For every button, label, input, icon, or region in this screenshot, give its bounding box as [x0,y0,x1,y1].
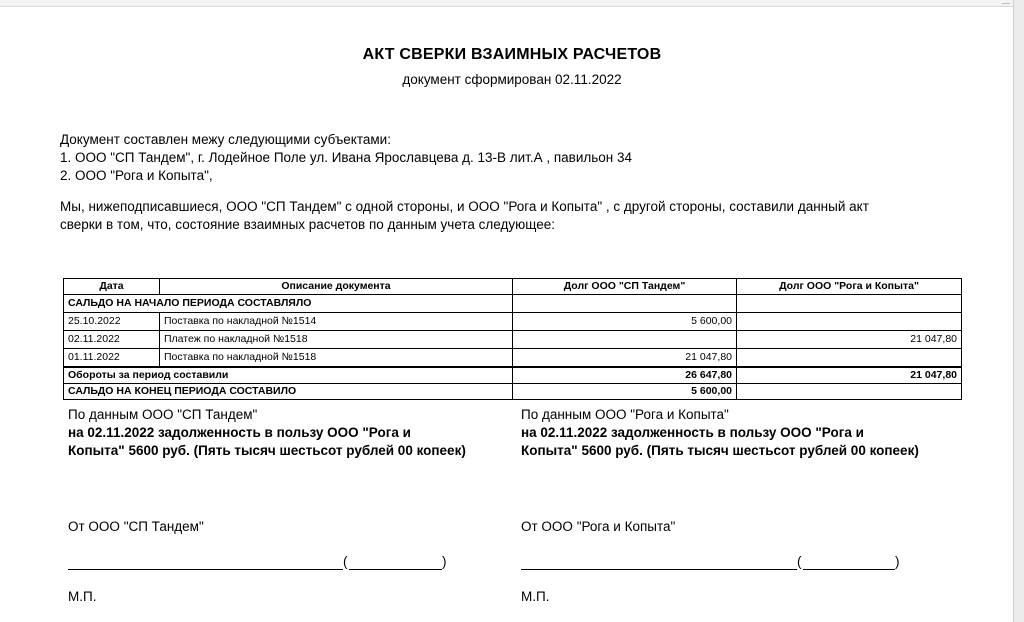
statement-line: Мы, нижеподписавшиеся, ООО "СП Тандем" с одной стороны, и ООО "Рога и Копыта" , с другой стороны, составили данный акт [60,199,869,214]
table-row [64,331,962,349]
turnover-row [64,367,962,384]
document-subtitle: документ сформирован 02.11.2022 [402,72,622,87]
left-paren-open: ( [343,554,348,569]
header-date: Дата [64,279,160,295]
row-date: 25.10.2022 [64,313,160,331]
left-paren-close: ) [442,554,447,569]
reconciliation-table [63,278,962,400]
left-signature-line [68,569,343,570]
party-2-line: 2. ООО "Рога и Копыта", [60,168,213,183]
row-debt-tandem: 5 600,00 [513,313,737,331]
left-debt-line: на 02.11.2022 задолженность в пользу ООО "Рога и [68,425,411,440]
row-description: Поставка по накладной №1518 [160,349,513,368]
intro-line: Документ составлен межу следующими субъектами: [60,132,391,147]
right-from-label: От ООО "Рога и Копыта" [521,519,676,534]
document-title: АКТ СВЕРКИ ВЗАИМНЫХ РАСЧЕТОВ [362,46,662,63]
left-from-label: От ООО "СП Тандем" [68,519,204,534]
corner-mark [1002,3,1010,4]
right-party-summary [521,406,961,460]
right-signature-line [521,569,797,570]
row-debt-roga [737,349,962,368]
page-top-edge [0,0,1024,7]
left-data-label: По данным ООО "СП Тандем" [68,407,258,422]
row-debt-roga: 21 047,80 [737,331,962,349]
header-description: Описание документа [160,279,513,295]
right-data-label: По данным ООО "Рога и Копыта" [521,407,729,422]
closing-tandem: 5 600,00 [513,384,737,400]
opening-tandem [513,295,737,313]
statement-block [60,198,960,234]
table-row [64,313,962,331]
right-debt-line: Копыта" 5600 руб. (Пять тысяч шестьсот рублей 00 копеек) [521,443,919,458]
closing-roga [737,384,962,400]
vertical-scrollbar[interactable] [1013,0,1024,622]
row-debt-tandem: 21 047,80 [513,349,737,368]
party-1-line: 1. ООО "СП Тандем", г. Лодейное Поле ул. Ивана Ярославцева д. 13-В лит.А , павильон 34 [60,150,633,165]
turnover-tandem: 26 647,80 [513,367,737,384]
right-paren-close: ) [895,554,900,569]
table-row [64,349,962,368]
opening-balance-label: САЛЬДО НА НАЧАЛО ПЕРИОДА СОСТАВЛЯЛО [64,295,513,313]
table-header-row [64,279,962,295]
row-debt-roga [737,313,962,331]
left-party-summary [68,406,508,460]
row-date: 02.11.2022 [64,331,160,349]
intro-block [60,131,960,185]
header-debt-roga: Долг ООО "Рога и Копыта" [737,279,962,295]
closing-balance-label: САЛЬДО НА КОНЕЦ ПЕРИОДА СОСТАВИЛО [64,384,513,400]
left-debt-line: Копыта" 5600 руб. (Пять тысяч шестьсот рублей 00 копеек) [68,443,466,458]
turnover-label: Обороты за период составили [64,367,513,384]
left-stamp-label: М.П. [68,589,97,604]
left-name-line [349,569,442,570]
opening-balance-row [64,295,962,313]
right-stamp-label: М.П. [521,589,550,604]
closing-balance-row [64,384,962,400]
row-description: Платеж по накладной №1518 [160,331,513,349]
turnover-roga: 21 047,80 [737,367,962,384]
row-date: 01.11.2022 [64,349,160,368]
right-debt-line: на 02.11.2022 задолженность в пользу ООО "Рога и [521,425,864,440]
row-description: Поставка по накладной №1514 [160,313,513,331]
opening-roga [737,295,962,313]
statement-line: сверки в том, что, состояние взаимных расчетов по данным учета следующее: [60,217,555,232]
right-paren-open: ( [797,554,802,569]
header-debt-tandem: Долг ООО "СП Тандем" [513,279,737,295]
right-name-line [803,569,895,570]
row-debt-tandem [513,331,737,349]
